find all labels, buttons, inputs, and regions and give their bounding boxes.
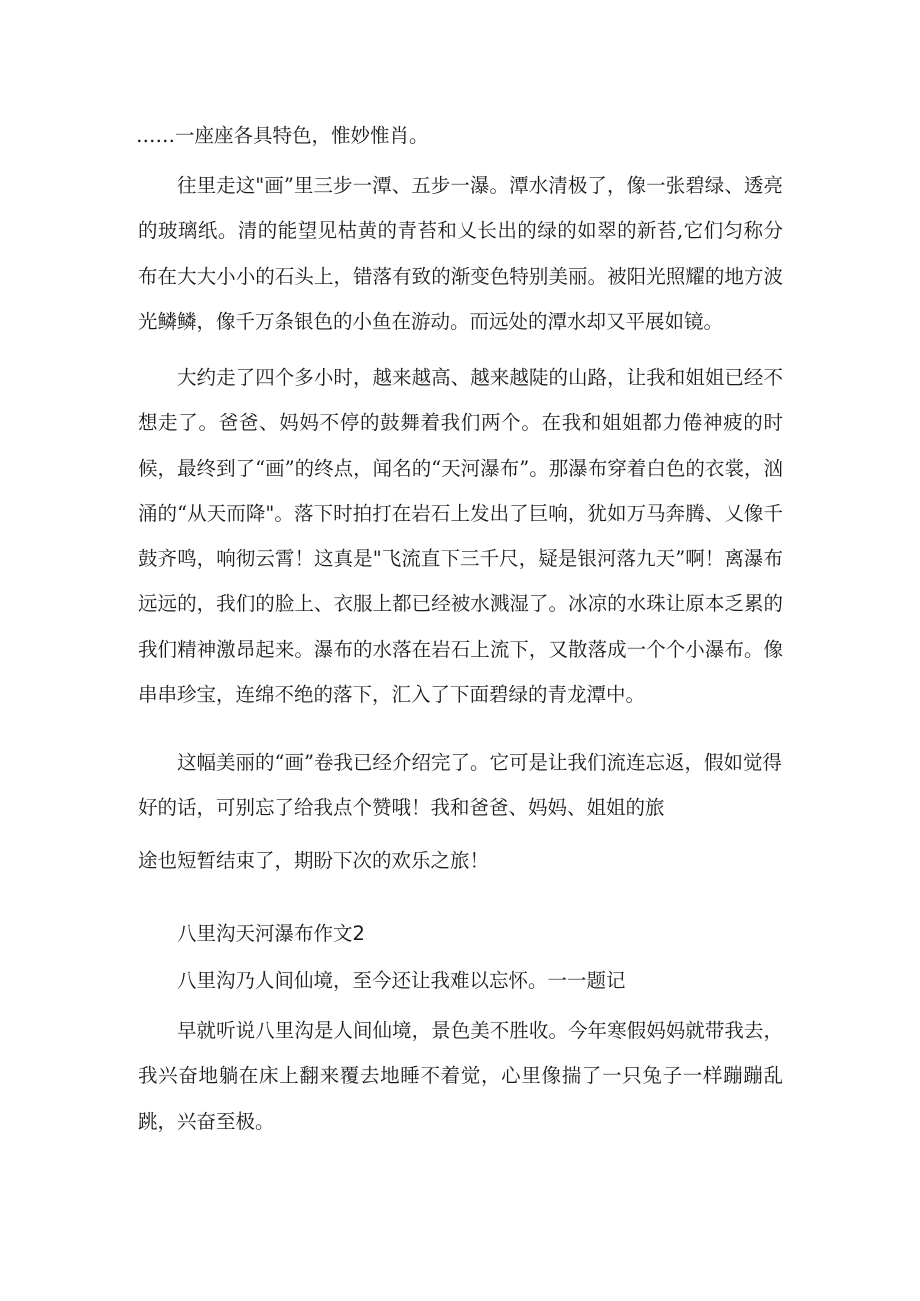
paragraph-epigraph: 八里沟乃人间仙境，至今还让我难以忘怀。一一题记 xyxy=(177,969,626,992)
paragraph-conclusion-line-2: 好的话，可别忘了给我点个赞哦！我和爸爸、妈妈、姐姐的旅 xyxy=(138,796,665,819)
paragraph-conclusion-line-1: 这幅美丽的“画”卷我已经介绍完了。它可是让我们流连忘返，假如觉得 xyxy=(177,751,782,774)
paragraph-intro-fragment: ……一座座各具特色，惟妙惟肖。 xyxy=(136,124,429,147)
paragraph-pools: 往里走这"画”里三步一潭、五步一瀑。潭水清极了，像一张碧绿、透亮的玻璃纸。清的能望见枯黄的青苔和乂长出的绿的如翠的新苔,它们匀称分布在大大小小的石头上，错落有致的渐变色特别美丽。被阳光照耀的地方波光鳞鳞，像千万条银色的小鱼在游动。而远处的潭水却又平展如镜。 xyxy=(138,174,783,333)
essay-title: 八里沟天河瀑布作文2 xyxy=(177,922,365,945)
paragraph-conclusion-line-3: 途也短暂结束了，期盼下次的欢乐之旅！ xyxy=(138,849,490,872)
paragraph-opening: 早就听说八里沟是人间仙境，景色美不胜收。今年寒假妈妈就带我去，我兴奋地躺在床上翻来覆去地睡不着觉，心里像揣了一只兔子一样蹦蹦乱跳，兴奋至极。 xyxy=(138,1019,783,1133)
paragraph-waterfall: 大约走了四个多小时，越来越高、越来越陡的山路，让我和姐姐已经不想走了。爸爸、妈妈不停的鼓舞着我们两个。在我和姐姐都力倦神疲的时候，最终到了“画”的终点，闻名的“天河瀑布”。那瀑布穿着白色的衣裳，汹涌的“从天而降"。落下时拍打在岩石上发出了巨响，犹如万马奔腾、乂像千鼓齐鸣，响彻云霄！这真是"飞流直下三千尺，疑是银河落九天”啊！离瀑布远远的，我们的脸上、衣服上都已经被水溅湿了。冰凉的水珠让原本乏累的我们精神激昂起来。瀑布的水落在岩石上流下，又散落成一个个小瀑布。像串串珍宝，连绵不绝的落下，汇入了下面碧绿的青龙潭中。 xyxy=(138,366,783,707)
